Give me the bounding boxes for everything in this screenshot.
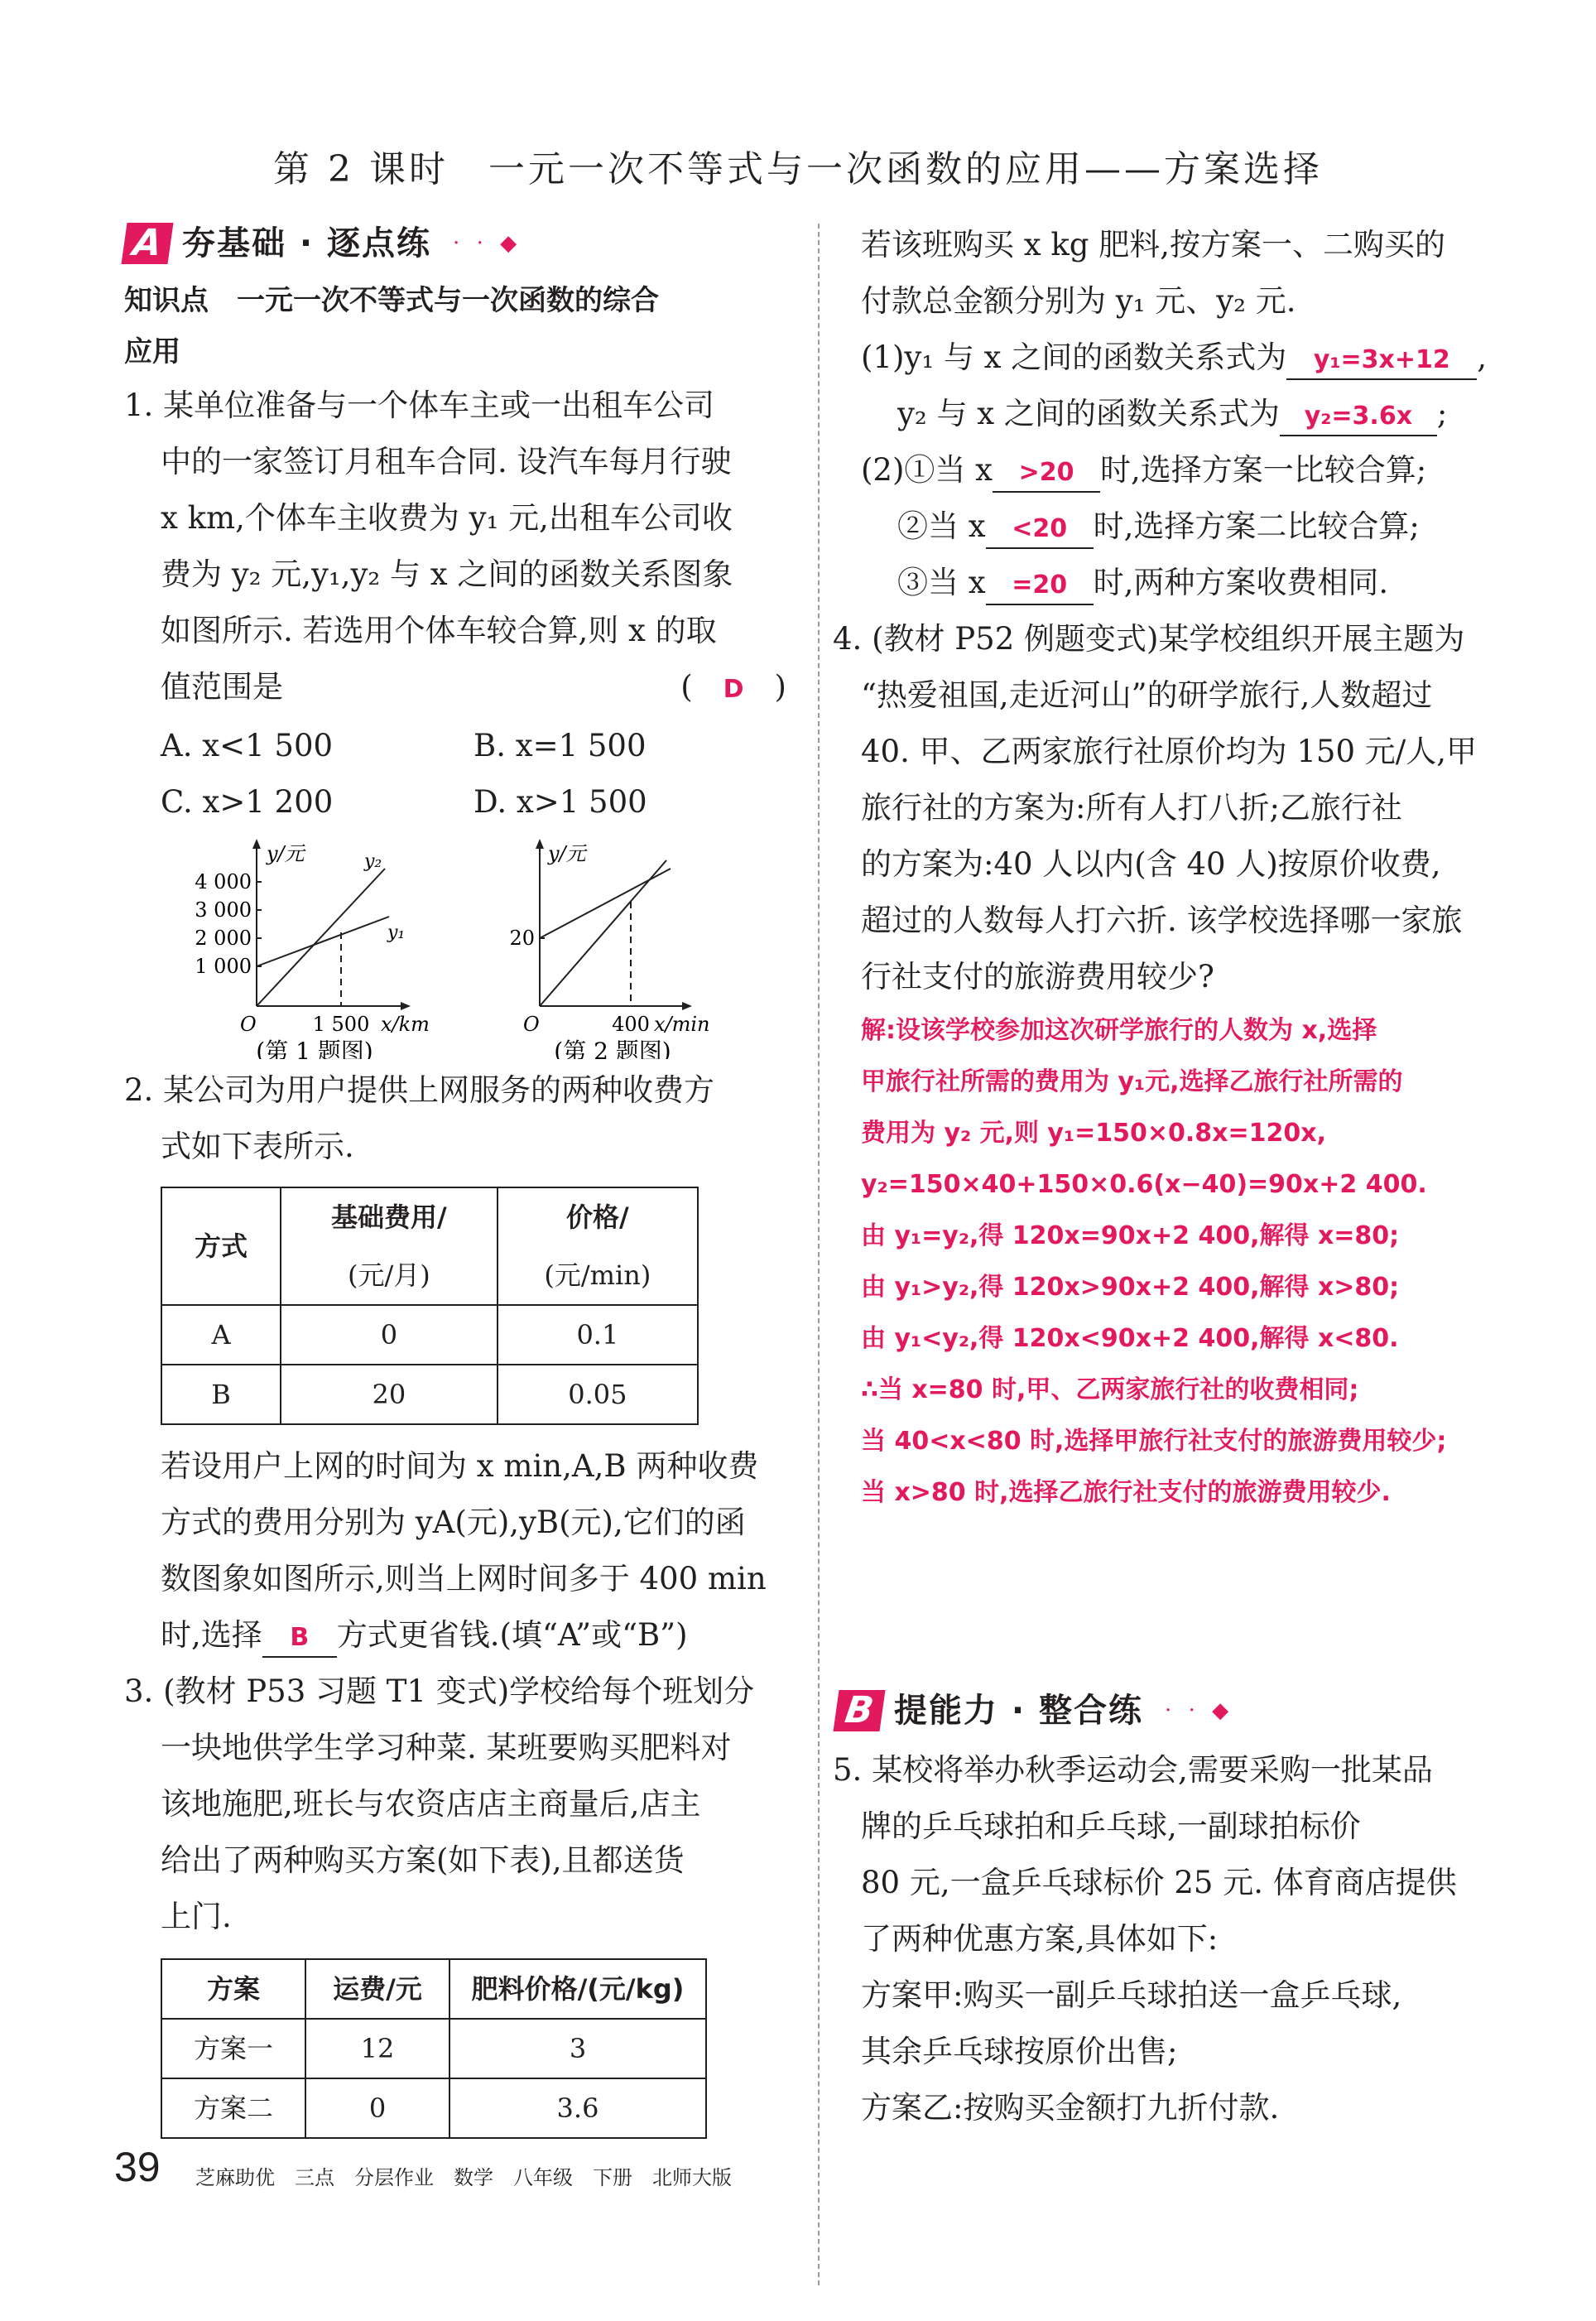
q1-option-d: D. x>1 500 <box>474 784 647 820</box>
table-cell: B <box>161 1365 281 1424</box>
q3-text: (2)①当 x <box>861 452 993 488</box>
q3-p2b-answer: <20 <box>1012 514 1068 543</box>
solution-line: 费用为 y₂ 元,则 y₁=150×0.8x=120x, <box>861 1119 1327 1148</box>
q1-option-b: B. x=1 500 <box>474 728 647 763</box>
q4-line: 的方案为:40 人以内(含 40 人)按原价收费, <box>861 846 1441 882</box>
q1-line: 费为 y₂ 元,y₁,y₂ 与 x 之间的函数关系图象 <box>161 556 733 592</box>
table-cell: A <box>161 1305 281 1365</box>
q1-answer: D <box>723 675 744 704</box>
graph2-line-a <box>540 860 666 1006</box>
q3-p1b-blank <box>1280 396 1437 436</box>
q3-table-wrap <box>124 1958 786 2139</box>
figures-row <box>124 835 786 1059</box>
q3-text: y₂ 与 x 之间的函数关系式为 <box>897 396 1280 431</box>
solution-line: y₂=150×40+150×0.6(x−40)=90x+2 400. <box>861 1170 1427 1199</box>
graph2-ytick: 20 <box>509 927 535 950</box>
graph1-ytick: 3 000 <box>195 898 252 922</box>
graph1-ytick: 1 000 <box>195 955 252 978</box>
q1-line: 值范围是 <box>161 669 283 705</box>
q1-line-last <box>124 659 786 718</box>
q5-line: 牌的乒乓球拍和乒乓球,一副球拍标价 <box>861 1808 1361 1844</box>
solution-line: 当 x>80 时,选择乙旅行社支付的旅游费用较少. <box>861 1478 1391 1507</box>
q2-fee-table <box>161 1187 699 1425</box>
graph1-line-label-y2: y₂ <box>364 851 382 872</box>
table-cell: 方案一 <box>161 2019 305 2078</box>
table-cell: 20 <box>281 1365 498 1424</box>
q5-line: 了两种优惠方案,具体如下: <box>861 1921 1219 1957</box>
q3-line: 上门. <box>161 1899 232 1934</box>
q1-option-c: C. x>1 200 <box>161 784 334 820</box>
table-cell: 3.6 <box>449 2078 706 2138</box>
q2-line-last <box>124 1607 786 1664</box>
graph1-ytick: 4 000 <box>195 870 252 893</box>
graph2-origin: O <box>523 1013 540 1036</box>
q1-line: 如图所示. 若选用个体车较合算,则 x 的取 <box>161 613 717 648</box>
q3-text: ②当 x <box>897 508 986 544</box>
q3-p2c-blank <box>986 565 1094 605</box>
q3-text: , <box>1477 339 1488 375</box>
q2-line: 若设用户上网的时间为 x min,A,B 两种收费 <box>161 1448 759 1484</box>
q2-line: 2. 某公司为用户提供上网服务的两种收费方 <box>124 1072 715 1108</box>
graph1-line-y2 <box>257 869 385 1006</box>
q3-th-price: 肥料价格/(元/kg) <box>449 1959 706 2019</box>
table-cell: 0 <box>305 2078 449 2138</box>
solution-line: 由 y₁<y₂,得 120x<90x+2 400,解得 x<80. <box>861 1324 1399 1353</box>
question-3-continued <box>861 217 1502 611</box>
q2-line: 式如下表所示. <box>161 1129 354 1164</box>
table-cell: 0.1 <box>498 1305 698 1365</box>
q4-line: 超过的人数每人打六折. 该学校选择哪一家旅 <box>861 903 1463 938</box>
graph1-line-y1 <box>257 917 389 966</box>
page-title: 第 2 课时 一元一次不等式与一次函数的应用——方案选择 <box>273 148 1323 190</box>
graph2-x-arrow-icon <box>682 1002 692 1010</box>
page-number: 39 <box>114 2144 161 2190</box>
q1-line: 1. 某单位准备与一个体车主或一出租车公司 <box>124 388 715 423</box>
q4-line: “热爱祖国,走近河山”的研学旅行,人数超过 <box>861 677 1433 713</box>
table-row <box>161 2078 706 2138</box>
q3-part2b <box>861 498 1502 555</box>
q1-option-a: A. x<1 500 <box>161 728 334 763</box>
q3-th-shipping: 运费/元 <box>305 1959 449 2019</box>
graph1-x-arrow-icon <box>401 1002 411 1010</box>
solution-line: 由 y₁=y₂,得 120x=90x+2 400,解得 x=80; <box>861 1221 1400 1250</box>
q4-solution <box>861 1005 1502 1519</box>
q3-text: ; <box>1436 396 1448 431</box>
q3-part2a <box>861 442 1502 498</box>
q2-th-price-unit: (元/min) <box>498 1246 698 1305</box>
q3-part1 <box>861 330 1502 386</box>
graph2-xtick: 400 <box>612 1013 650 1036</box>
q3-p1-answer: y₁=3x+12 <box>1313 345 1450 374</box>
section-b-header <box>836 1684 1502 1737</box>
q2-th-base-unit: (元/月) <box>281 1246 498 1305</box>
section-b-title: 提能力 · 整合练 <box>894 1692 1144 1730</box>
graph2-line-b <box>540 869 671 938</box>
q2-line: 数图象如图所示,则当上网时间多于 400 min <box>161 1561 767 1596</box>
q1-options-row <box>124 718 786 774</box>
right-column <box>833 217 1502 2136</box>
q4-line: 4. (教材 P52 例题变式)某学校组织开展主题为 <box>833 621 1465 657</box>
solution-line: 当 40<x<80 时,选择甲旅行社支付的旅游费用较少; <box>861 1427 1447 1456</box>
q4-line: 旅行社的方案为:所有人打八折;乙旅行社 <box>861 790 1402 826</box>
decorative-dots-icon: · · ◆ <box>453 231 522 256</box>
q3-plan-table <box>161 1958 707 2139</box>
table-row <box>161 1305 698 1365</box>
q2-table-wrap <box>124 1187 786 1425</box>
graph2-caption: (第 2 题图) <box>554 1038 671 1059</box>
decorative-dots-icon: · · ◆ <box>1165 1698 1234 1723</box>
q2-th-base: 基础费用/ <box>281 1187 498 1246</box>
section-b-badge: B <box>833 1690 885 1731</box>
q3-cont-line: 若该班购买 x kg 肥料,按方案一、二购买的 <box>861 227 1446 262</box>
solution-line: 解:设该学校参加这次研学旅行的人数为 x,选择 <box>861 1016 1377 1045</box>
section-a-badge: A <box>121 223 173 264</box>
q5-line: 方案甲:购买一副乒乓球拍送一盒乒乓球, <box>861 1977 1402 2013</box>
q3-line: 一块地供学生学习种菜. 某班要购买肥料对 <box>161 1730 732 1765</box>
footer-text: 芝麻助优 三点 分层作业 数学 八年级 下册 北师大版 <box>195 2166 732 2189</box>
column-divider <box>818 224 820 2285</box>
graph1-xlabel: x/km <box>381 1013 430 1036</box>
section-a-header <box>124 217 786 270</box>
q2-th-price: 价格/ <box>498 1187 698 1246</box>
q3-p2a-blank <box>993 452 1100 493</box>
knowledge-point-line1: 知识点 一元一次不等式与一次函数的综合 <box>124 284 659 317</box>
graph1-xtick: 1 500 <box>312 1013 370 1036</box>
q3-line: 给出了两种购买方案(如下表),且都送货 <box>161 1842 685 1878</box>
q3-text: 时,两种方案收费相同. <box>1093 565 1389 600</box>
table-cell: 方案二 <box>161 2078 305 2138</box>
q5-line: 其余乒乓球按原价出售; <box>861 2034 1178 2069</box>
q3-text: (1)y₁ 与 x 之间的函数关系式为 <box>861 339 1287 375</box>
graph1-ylabel: y/元 <box>267 842 305 865</box>
table-row <box>161 2019 706 2078</box>
table-cell: 0.05 <box>498 1365 698 1424</box>
question-2 <box>124 1062 786 1664</box>
q1-line: 中的一家签订月租车合同. 设汽车每月行驶 <box>161 444 732 479</box>
solution-line: 由 y₁>y₂,得 120x>90x+2 400,解得 x>80; <box>861 1273 1400 1302</box>
q2-text: 时,选择 <box>161 1617 262 1653</box>
graph2-xlabel: x/min <box>654 1013 710 1036</box>
graph1-y-arrow-icon <box>252 839 261 849</box>
solution-line: 甲旅行社所需的费用为 y₁元,选择乙旅行社所需的 <box>861 1067 1403 1096</box>
question-4 <box>833 611 1502 1519</box>
q1-options-row <box>124 774 786 831</box>
q1-answer-bracket: ( D ) <box>680 669 786 705</box>
graph1-caption: (第 1 题图) <box>256 1038 373 1059</box>
q4-line: 行社支付的旅游费用较少? <box>861 959 1214 994</box>
q2-answer: B <box>290 1623 310 1652</box>
q3-part2c <box>861 555 1502 611</box>
q3-text: 时,选择方案二比较合算; <box>1093 508 1420 544</box>
q3-p2c-answer: =20 <box>1012 571 1068 600</box>
question-1 <box>124 378 786 831</box>
q3-p1b-answer: y₂=3.6x <box>1304 402 1413 431</box>
q5-line: 方案乙:按购买金额打九折付款. <box>861 2090 1280 2126</box>
q3-text: ③当 x <box>897 565 986 600</box>
q3-part1b <box>861 386 1502 442</box>
graph2-y-arrow-icon <box>536 839 544 849</box>
q5-line: 80 元,一盒乒乓球标价 25 元. 体育商店提供 <box>861 1865 1457 1900</box>
graph-1 <box>195 839 430 1059</box>
graph-2 <box>509 839 709 1059</box>
q3-p1-blank <box>1286 339 1477 380</box>
q3-text: 时,选择方案一比较合算; <box>1100 452 1427 488</box>
q4-line: 40. 甲、乙两家旅行社原价均为 150 元/人,甲 <box>861 734 1477 769</box>
q2-answer-blank <box>262 1617 337 1658</box>
q3-cont-line: 付款总金额分别为 y₁ 元、y₂ 元. <box>861 283 1296 319</box>
knowledge-point-line2: 应用 <box>124 335 180 368</box>
table-cell: 3 <box>449 2019 706 2078</box>
q3-line: 3. (教材 P53 习题 T1 变式)学校给每个班划分 <box>124 1673 755 1709</box>
solution-line: ∴当 x=80 时,甲、乙两家旅行社的收费相同; <box>861 1375 1359 1404</box>
table-cell: 12 <box>305 2019 449 2078</box>
q1-line: x km,个体车主收费为 y₁ 元,出租车公司收 <box>161 500 733 536</box>
graph2-ylabel: y/元 <box>548 842 586 865</box>
graphs-figure <box>124 835 786 1059</box>
q2-line: 方式的费用分别为 yA(元),yB(元),它们的函 <box>161 1505 746 1540</box>
q3-p2a-answer: >20 <box>1018 458 1074 487</box>
q3-line: 该地施肥,班长与农资店店主商量后,店主 <box>161 1786 701 1822</box>
graph1-ytick: 2 000 <box>195 927 252 950</box>
question-5 <box>833 1742 1502 2136</box>
q2-text: 方式更省钱.(填“A”或“B”) <box>336 1617 688 1653</box>
q3-th-plan: 方案 <box>161 1959 305 2019</box>
q5-line: 5. 某校将举办秋季运动会,需要采购一批某品 <box>833 1752 1433 1788</box>
section-a-title: 夯基础 · 逐点练 <box>182 224 432 262</box>
q2-th-method: 方式 <box>161 1187 281 1305</box>
left-column <box>124 217 786 2139</box>
graph1-line-label-y1: y₁ <box>387 922 406 943</box>
table-cell: 0 <box>281 1305 498 1365</box>
spacer <box>861 1519 1502 1684</box>
q3-p2b-blank <box>986 508 1094 549</box>
table-row <box>161 1365 698 1424</box>
question-3 <box>124 1664 786 2139</box>
graph1-origin: O <box>240 1013 257 1036</box>
